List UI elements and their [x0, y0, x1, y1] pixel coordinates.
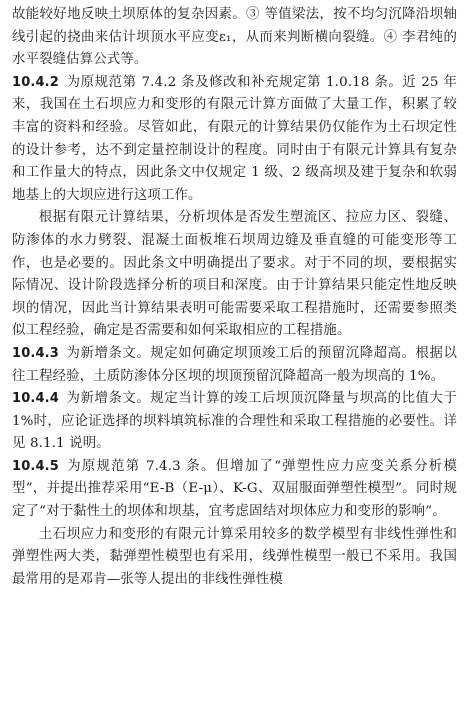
section-paragraph: 根据有限元计算结果，分析坝体是否发生塑流区、拉应力区、裂缝、防渗体的水力劈裂、混凝土面板堆石坝周边缝及垂直缝的可能变形等工作，也是必要的。因此条文中明确提出了要求。对于不同的坝，要根据实际情况、设计阶段选择分析的项目和深度。由于计算结果只能定性地反映坝的情况，因此当计算结果表明可能需要采取工程措施时，还需要参照类似工程经验，确定是否需要和如何采取相应的工程措施。	[12, 210, 457, 339]
clause-text: 为新增条文。规定当计算的竣工后坝顶沉降量与坝高的比值大于 1%时，应论证选择的坝料填筑标准的合理性和采取工程措施的必要性。详见 8.1.1 说明。	[12, 391, 457, 452]
section-10-4-2	[12, 72, 457, 343]
clause-text: 为新增条文。规定如何确定坝顶竣工后的预留沉降超高。根据以往工程经验，土质防渗体分区坝的坝顶预留沉降超高一般为坝高的 1%。	[12, 345, 457, 384]
clause-text: 为原规范第 7.4.3 条。但增加了“弹塑性应力应变关系分析模型”，并提出推荐采用“E-B（E-μ）、K-G、双屈服面弹塑性模型”。同时规定了“对于黏性土的坝体和坝基，宜考虑固结对坝体应力和变形的影响”。	[12, 458, 457, 520]
clause-number: 10.4.3	[12, 345, 59, 361]
clause-number: 10.4.5	[12, 458, 59, 474]
section-10-4-5	[12, 456, 457, 592]
intro-paragraph: 故能较好地反映土坝原体的复杂因素。③ 等值梁法，按不均匀沉降沿坝轴线引起的挠曲来估计坝顶水平应变ε₁，从而来判断横向裂缝。④ 李君纯的水平裂缝估算公式等。	[12, 7, 457, 68]
clause-text: 为原规范第 7.4.2 条及修改和补充规定第 1.0.18 条。近 25 年来，我国在土石坝应力和变形的有限元计算方面做了大量工作，积累了较丰富的资料和经验。尽管如此，有限元的计算结果仍仅能作为土石坝定性的设计参考，达不到定量控制设计的程度。同时由于有限元计算具有复杂和工作量大的特点，因此条文中仅规定 1 级、2 级高坝及建于复杂和软弱地基上的大坝应进行这项工作。	[12, 74, 457, 203]
clause-number: 10.4.4	[12, 391, 59, 407]
section-first-paragraph	[12, 72, 457, 208]
section-first-paragraph	[12, 456, 457, 524]
section-first-paragraph	[12, 343, 457, 388]
section-10-4-4	[12, 388, 457, 456]
section-first-paragraph	[12, 388, 457, 456]
section-10-4-3	[12, 343, 457, 388]
section-paragraph: 土石坝应力和变形的有限元计算采用较多的数学模型有非线性弹性和弹塑性两大类，黏弹塑性模型也有采用，线弹性模型一般已不采用。我国最常用的是邓肯—张等人提出的非线性弹性模	[12, 526, 457, 587]
clause-number: 10.4.2	[12, 74, 59, 90]
